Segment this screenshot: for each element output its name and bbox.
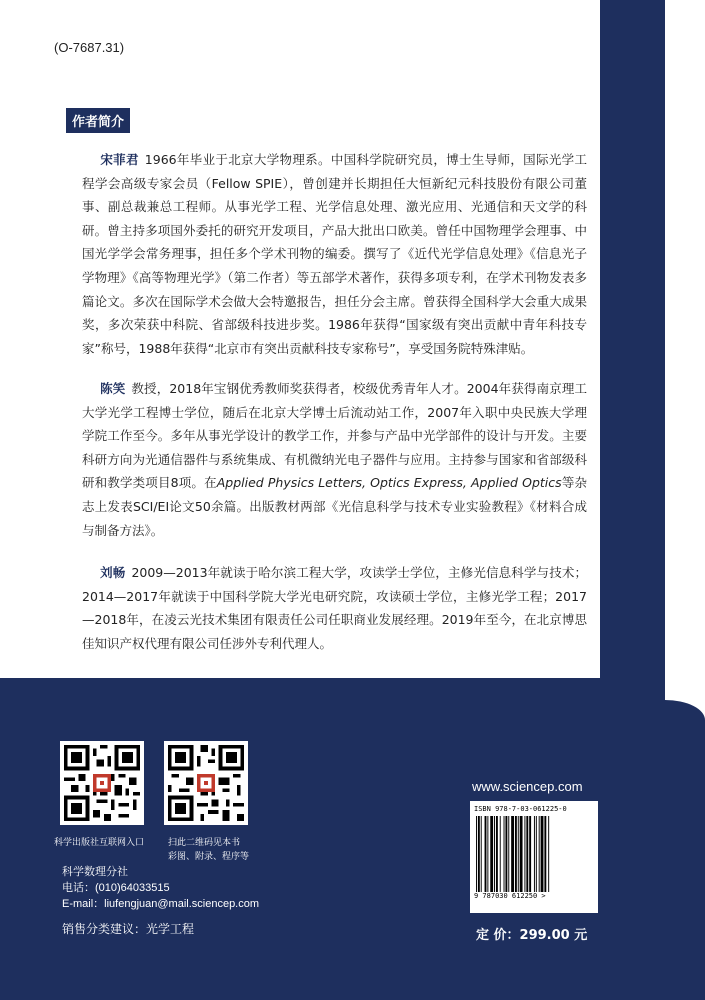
qr-caption-right [168, 836, 249, 864]
barcode-digits: 9 787030 612250 > [474, 892, 546, 900]
author-name: 宋菲君 [100, 152, 139, 167]
qr-code-icon [64, 745, 140, 821]
author-text: 1966年毕业于北京大学物理系。中国科学院研究员，博士生导师，国际光学工程学会高级专家会员（Fellow SPIE），曾创建并长期担任大恒新纪元科技股份有限公司董事、副总裁兼总工程师。从事光学工程、光学信息处理、激光应用、光通信和天文学的科研。曾主持多项国外委托的研究开发项目，产品大批出口欧美。曾任中国物理学会理事、中国光学学会常务理事，担任多个学术刊物的编委。撰写了《近代光学信息处理》《信息光子学物理》《高等物理光学》（第二作者）等五部学术著作，获得多项专利，在学术刊物发表多篇论文。多次在国际学术会做大会特邀报告，担任分会主席。曾获得全国科学大会重大成果奖，多次荣获中科院、省部级科技进步奖。1986年获得“国家级有突出贡献中青年科技专家”称号，1988年获得“北京市有突出贡献科技专家称号”，享受国务院特殊津贴。 [82, 152, 587, 356]
qr-code-resources[interactable] [164, 741, 248, 825]
price: 定 价：299.00 元 [476, 928, 588, 943]
website-link[interactable]: www.sciencep.com [472, 779, 583, 794]
isbn-number: ISBN 978-7-03-061225-0 [474, 805, 567, 813]
author-text: 等杂志上发表SCI/EI论文50余篇。出版教材两部《光信息科学与技术专业实验教程》《材料合成与制备方法》。 [82, 475, 587, 538]
author-text: 2009—2013年就读于哈尔滨工程大学，攻读学士学位，主修光信息科学与技术；2014—2017年就读于中国科学院大学光电研究院，攻读硕士学位，主修光学工程；2017—2018年，在凌云光技术集团有限责任公司任职商业发展经理。2019年至今，在北京博思佳知识产权代理有限公司任涉外专利代理人。 [82, 565, 587, 651]
author-name: 陈笑 [100, 381, 126, 396]
qr-caption-right-line1: 扫此二维码见本书 [168, 838, 241, 848]
email: E-mail：liufengjuan@mail.sciencep.com [62, 898, 260, 910]
qr-caption-right-line2: 彩图、附录、程序等 [168, 852, 250, 862]
author-text: 教授，2018年宝钢优秀教师奖获得者，校级优秀青年人才。2004年获得南京理工大学光学工程博士学位，随后在北京大学博士后流动站工作，2007年入职中央民族大学理学院工作至今。多年从事光学设计的教学工作，并参与产品中光学部件的设计与开发。主要科研方向为光通信器件与系统集成、有机微纳光电子器件与应用。主持参与国家和省部级科研和教学类项目8项。在 [82, 381, 587, 491]
isbn-barcode [470, 801, 598, 913]
department: 科学数理分社 [62, 866, 128, 878]
sales-category: 销售分类建议：光学工程 [62, 922, 195, 936]
qr-code-website[interactable] [60, 741, 144, 825]
qr-code-icon [168, 745, 244, 821]
contact-info [62, 864, 259, 912]
author-bio-2 [82, 377, 587, 542]
barcode-icon [474, 816, 592, 892]
journal-names: Applied Physics Letters, Optics Express, Applied Optics [216, 475, 562, 491]
author-bio-1 [82, 148, 587, 360]
qr-caption-left: 科学出版社互联网入口 [54, 838, 145, 848]
section-title: 作者简介 [66, 108, 130, 133]
author-name: 刘畅 [100, 565, 126, 580]
catalog-code: (O-7687.31) [54, 40, 125, 55]
blue-curve [665, 700, 705, 1000]
author-bio-3 [82, 561, 587, 655]
phone: 电话：(010)64033515 [62, 882, 170, 894]
